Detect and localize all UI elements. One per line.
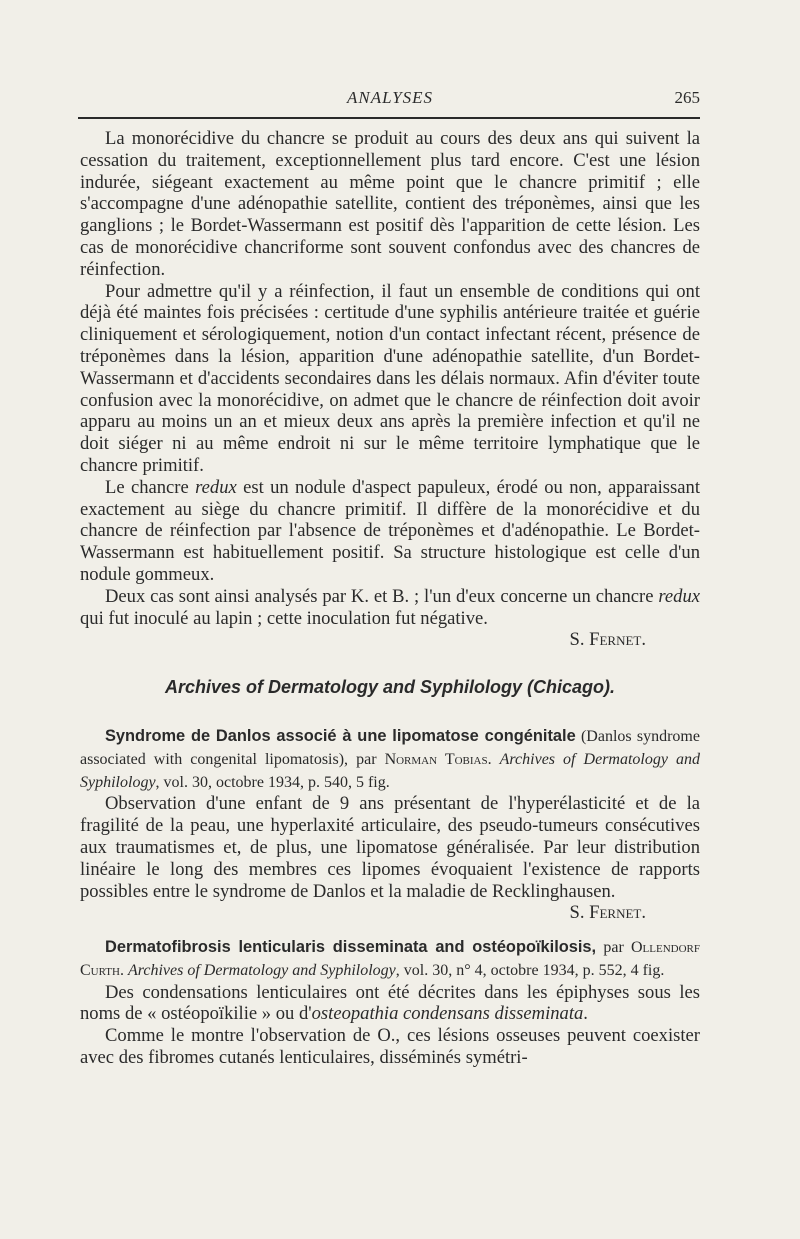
- paragraph: Observation d'une enfant de 9 ans présentant de l'hyperélasticité et de la fragilité de la peau, une hyperlaxité articulaire, des pseudo-tumeurs consécutives aux traumatismes et, de plus, une lipomatose généralisée. Par leur distribution linéaire le long des membres ces lipomes évoquaient l'existence de rapports possibles entre le syndrome de Danlos et la maladie de Recklinghausen.: [80, 793, 700, 902]
- article-reference: Dermatofibrosis lenticularis disseminata and ostéopoïkilosis, par Ollendorf Curth. Archives of Dermatology and Syphilology, vol. 30, n° 4, octobre 1934, p. 552, 4 fig.: [80, 938, 700, 979]
- journal-name: Archives of Dermatology and Syphilology: [80, 750, 701, 791]
- article-dermatofibrosis: [80, 936, 700, 1069]
- article-danlos: [80, 725, 700, 924]
- journal-name: Archives of Dermatology and Syphilology: [127, 961, 396, 979]
- running-title: ANALYSES: [346, 88, 434, 107]
- page-number: 265: [674, 88, 700, 107]
- paragraph: Pour admettre qu'il y a réinfection, il faut un ensemble de conditions qui ont déjà été maintes fois précisées : certitude d'une syphilis antérieure traitée et guérie cliniquement et sérologiquement, notion d'un contact infectant récent, présence de tréponèmes dans la lésion, apparition d'une adénopathie satellite, d'un Bordet-Wassermann et d'accidents secondaires dans les délais normaux. Afin d'éviter toute confusion avec la monorécidive, on admet que le chancre de réinfection doit avoir apparu au moins un an et mieux deux ans après la première infection et qu'il ne doit siéger ni au même endroit ni sur le même territoire lymphatique que le chancre primitif.: [80, 280, 700, 476]
- paragraph: Comme le montre l'observation de O., ces lésions osseuses peuvent coexister avec des fibromes cutanés lenticulaires, disséminés symétri-: [80, 1025, 700, 1069]
- body-text: [80, 128, 700, 1069]
- author: Norman Tobias: [384, 750, 488, 768]
- paragraph: Deux cas sont ainsi analysés par K. et B. ; l'un d'eux concerne un chancre redux qui fut inoculé au lapin ; cette inoculation fut négative.: [80, 585, 700, 629]
- article-reference: Syndrome de Danlos associé à une lipomatose congénitale (Danlos syndrome associated with congenital lipomatosis), par Norman Tobias. Archives of Dermatology and Syphilology, vol. 30, octobre 1934, p. 540, 5 fig.: [80, 726, 701, 791]
- paragraph: Le chancre redux est un nodule d'aspect papuleux, érodé ou non, apparaissant exactement au siège du chancre primitif. Il diffère de la monorécidive et du chancre de réinfection par l'absence de tréponèmes et d'adénopathie. Le Bordet-Wassermann est habituellement positif. Sa structure histologique est celle d'un nodule gommeux.: [80, 476, 700, 585]
- journal-heading: Archives of Dermatology and Syphilology (Chicago).: [164, 677, 616, 698]
- header-rule: [78, 117, 700, 119]
- author: Ollendorf Curth: [80, 939, 700, 979]
- signature: S. Fernet.: [569, 902, 646, 924]
- signature: S. Fernet.: [569, 629, 646, 651]
- article-title: Dermatofibrosis lenticularis disseminata and ostéopoïkilosis,: [105, 938, 597, 957]
- paragraph: Des condensations lenticulaires ont été décrites dans les épiphyses sous les noms de « ostéopoïkilie » ou d'osteopathia condensans disseminata.: [80, 981, 700, 1025]
- article-title: Syndrome de Danlos associé à une lipomatose congénitale: [105, 726, 576, 745]
- running-header: [80, 88, 700, 112]
- paragraph: La monorécidive du chancre se produit au cours des deux ans qui suivent la cessation du traitement, exceptionnellement plus tard encore. C'est une lésion indurée, siégeant exactement au même point que le chancre primitif ; elle s'accompagne d'une adénopathie satellite, contient des tréponèmes, ainsi que les ganglions ; le Bordet-Wassermann est positif dès l'apparition de cette lésion. Les cas de monorécidive chancriforme sont souvent confondus avec des chancres de réinfection.: [80, 128, 700, 280]
